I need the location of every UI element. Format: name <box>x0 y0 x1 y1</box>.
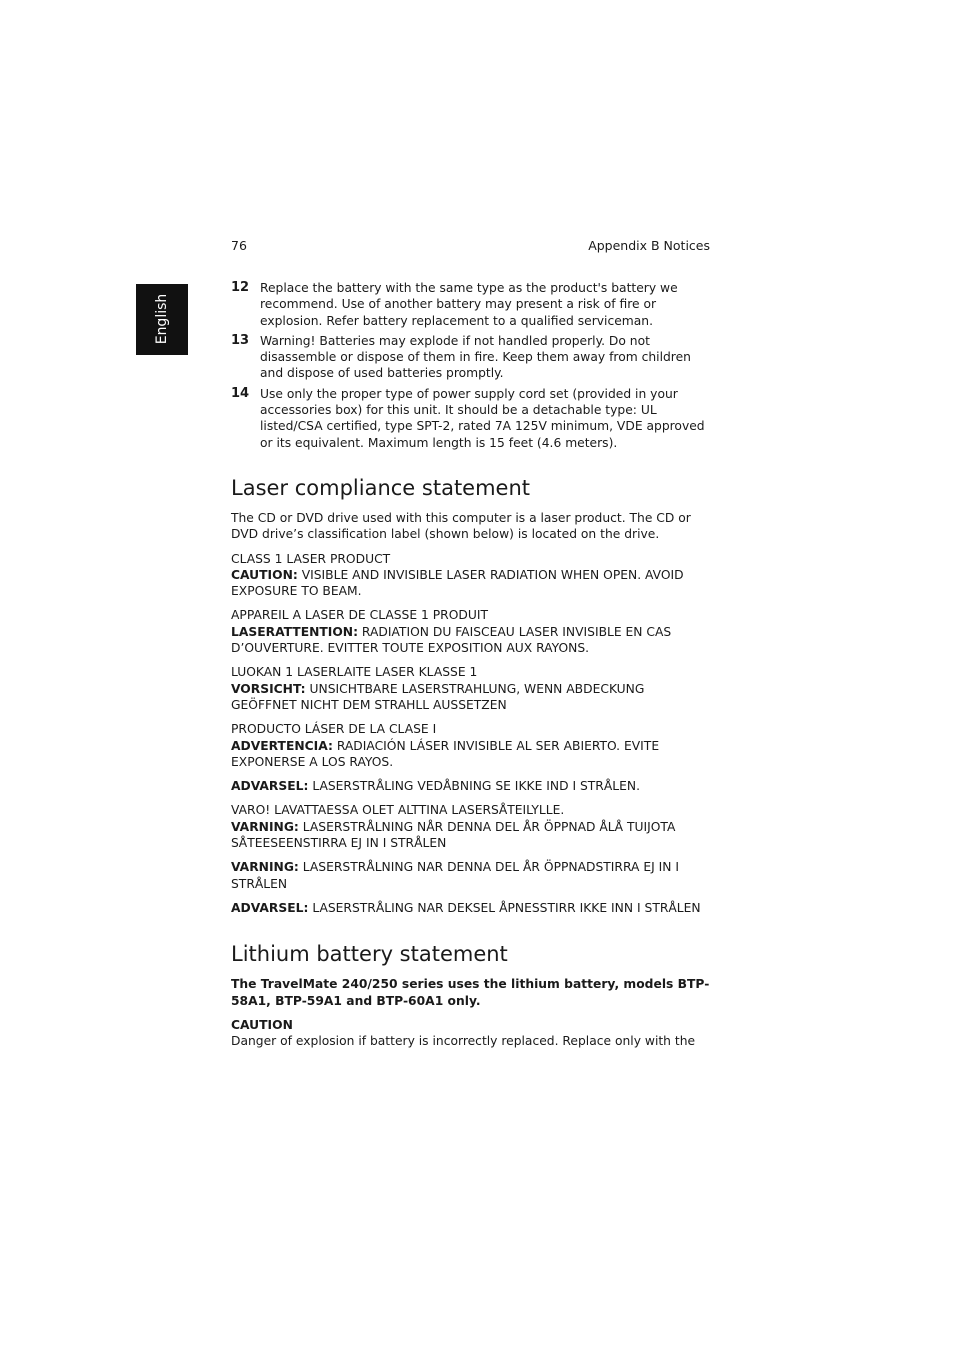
laser-label-block-french <box>231 607 710 656</box>
lithium-caution <box>231 1017 710 1050</box>
laser-label-block-spanish <box>231 721 710 770</box>
language-tab-label: English <box>154 293 170 345</box>
lithium-intro: The TravelMate 240/250 series uses the lithium battery, models BTP-58A1, BTP-59A1 and BTP-60A1 only. <box>231 977 710 1008</box>
block-text: LASERSTRÅLNING NÅR DENNA DEL ÅR ÖPPNAD ÅLÅ TUIJOTA SÅTEESEENSTIRRA EJ IN I STRÅLEN <box>231 819 676 851</box>
laser-label-block-english <box>231 551 710 600</box>
language-tab <box>136 284 188 355</box>
block-label: ADVARSEL: <box>231 900 309 915</box>
block-title: LUOKAN 1 LASERLAITE LASER KLASSE 1 <box>231 665 478 680</box>
laser-label-block-swedish <box>231 859 710 892</box>
block-title: CLASS 1 LASER PRODUCT <box>231 551 391 566</box>
block-label: VARNING: <box>231 860 299 875</box>
block-label: LASERATTENTION: <box>231 624 359 639</box>
list-item <box>231 333 710 382</box>
block-label: ADVARSEL: <box>231 779 309 794</box>
page-content <box>231 280 710 1057</box>
block-title: APPAREIL A LASER DE CLASSE 1 PRODUIT <box>231 608 489 623</box>
item-text: Warning! Batteries may explode if not handled properly. Do not disassemble or dispose of them in fire. Keep them away from children and dispose of used batteries promptly. <box>260 333 691 381</box>
page-header <box>231 238 710 254</box>
item-number: 14 <box>231 385 250 401</box>
block-text: LASERSTRÅLING NAR DEKSEL ÅPNESSTIRR IKKE INN I STRÅLEN <box>308 900 701 915</box>
block-label: VORSICHT: <box>231 681 306 696</box>
list-item <box>231 386 710 451</box>
block-label: VARNING: <box>231 819 299 834</box>
laser-label-block-finnish-swedish <box>231 802 710 851</box>
block-text: RADIATION DU FAISCEAU LASER INVISIBLE EN CAS D’OUVERTURE. EVITTER TOUTE EXPOSITION AUX RAYONS. <box>231 624 672 656</box>
block-label: ADVERTENCIA: <box>231 738 333 753</box>
lithium-heading: Lithium battery statement <box>231 942 508 967</box>
numbered-list <box>231 280 710 451</box>
block-text: UNSICHTBARE LASERSTRAHLUNG, WENN ABDECKUNG GEÖFFNET NICHT DEM STRAHLL AUSSETZEN <box>231 681 645 712</box>
laser-label-block-danish <box>231 778 710 794</box>
laser-heading: Laser compliance statement <box>231 475 531 500</box>
laser-intro: The CD or DVD drive used with this computer is a laser product. The CD or DVD drive’s classification label (shown below) is located on the drive. <box>231 510 691 542</box>
block-text: LASERSTRÅLNING NAR DENNA DEL ÅR ÖPPNADSTIRRA EJ IN I STRÅLEN <box>231 860 679 891</box>
caution-label: CAUTION <box>231 1017 293 1032</box>
block-text: VISIBLE AND INVISIBLE LASER RADIATION WHEN OPEN. AVOID EXPOSURE TO BEAM. <box>231 567 684 599</box>
block-label: CAUTION: <box>231 567 298 582</box>
list-item <box>231 280 710 329</box>
laser-label-block-norwegian <box>231 900 710 916</box>
running-section-title: Appendix B Notices <box>588 238 710 253</box>
block-text: LASERSTRÅLING VEDÅBNING SE IKKE IND I STRÅLEN. <box>308 779 640 794</box>
item-number: 12 <box>231 280 250 295</box>
item-text: Replace the battery with the same type as the product's battery we recommend. Use of another battery may present a risk of fire or explosion. Refer battery replacement to a qualified serviceman. <box>260 281 678 328</box>
item-number: 13 <box>231 332 250 348</box>
block-text: RADIACIÓN LÁSER INVISIBLE AL SER ABIERTO. EVITE EXPONERSE A LOS RAYOS. <box>231 738 660 769</box>
laser-label-block-german <box>231 664 710 713</box>
item-text: Use only the proper type of power supply cord set (provided in your accessories box) for this unit. It should be a detachable type: UL listed/CSA certified, type SPT-2, rated 7A 125V minimum, VDE approved or its equivalent. Maximum length is 15 feet (4.6 meters). <box>260 386 705 450</box>
block-title: PRODUCTO LÁSER DE LA CLASE I <box>231 722 437 737</box>
page-number: 76 <box>231 238 247 253</box>
block-title: VARO! LAVATTAESSA OLET ALTTINA LASERSÅTEILYLLE. <box>231 803 565 818</box>
caution-text: Danger of explosion if battery is incorrectly replaced. Replace only with the <box>231 1034 696 1049</box>
